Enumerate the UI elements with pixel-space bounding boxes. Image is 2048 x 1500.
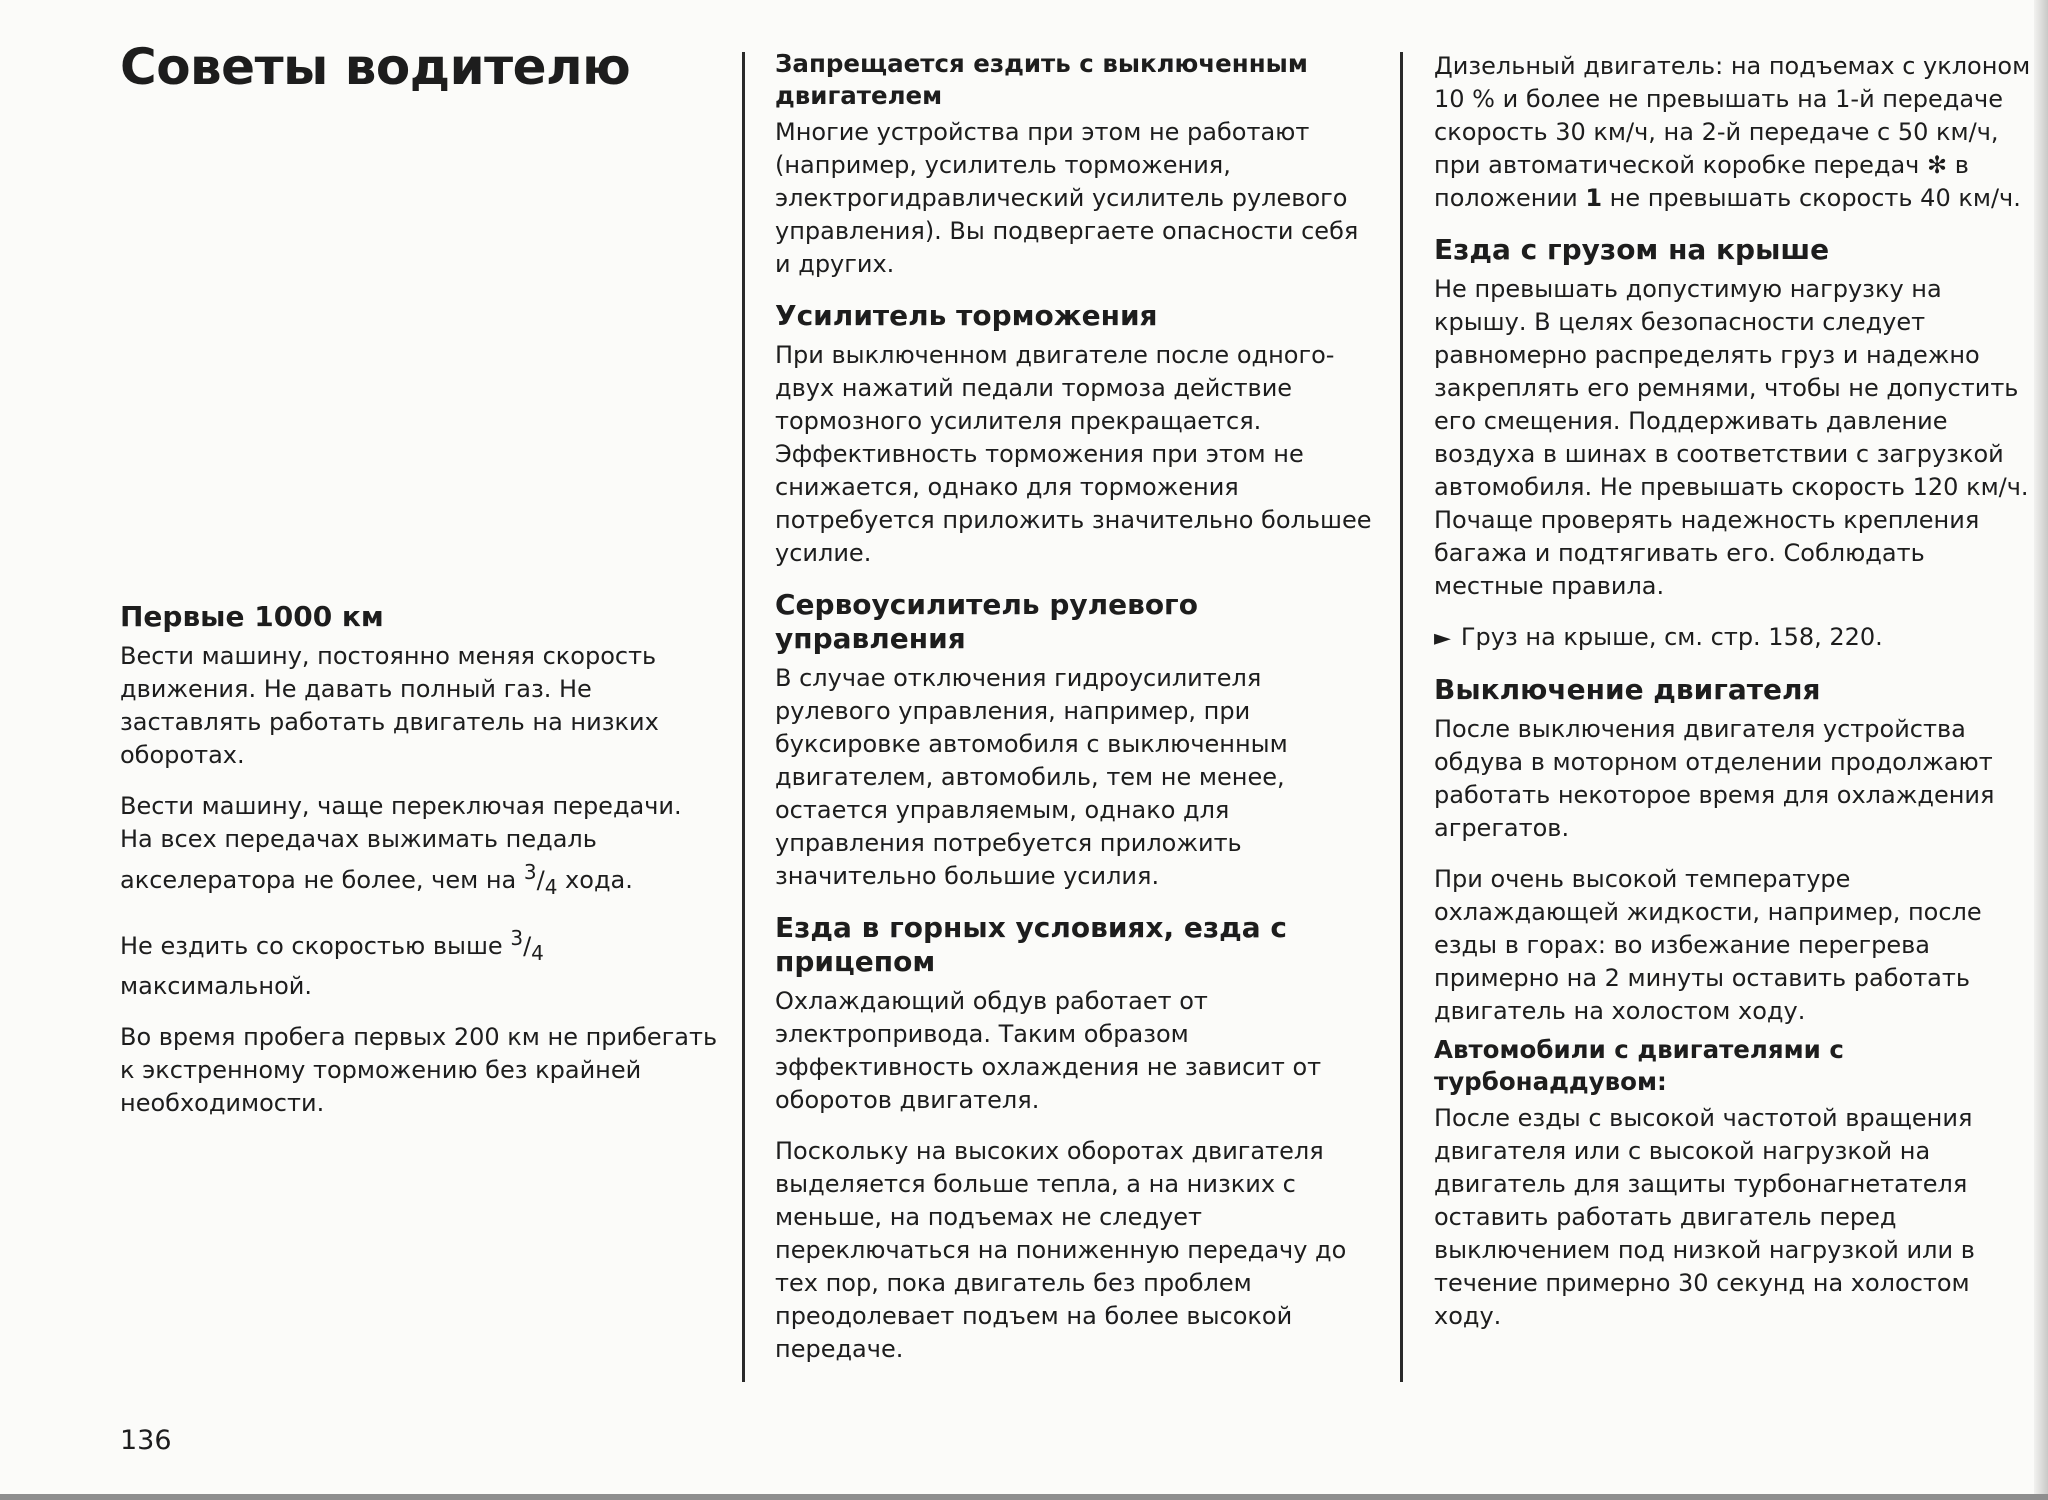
paragraph: При выключенном двигателе после одного-двух нажатий педали тормоза действие тормозного усилителя прекращается. Эффективность торможения при этом не снижается, однако для торможения потребуется приложить значительно большее усилие. [775, 341, 1372, 567]
section-heading: Езда с грузом на крыше [1434, 233, 1830, 266]
fraction-denominator: 4 [544, 874, 558, 899]
subsection-heading: Автомобили с двигателями с турбонаддувом: [1434, 1035, 1844, 1096]
paragraph: После выключения двигателя устройства обдува в моторном отделении продолжают работать некоторое время для охлаждения агрегатов. [1434, 715, 1995, 842]
page-edge-shadow [2034, 0, 2048, 1500]
section-heading: Сервоусилитель рулевого управления [775, 588, 1198, 655]
arrow-right-icon: ► [1434, 626, 1451, 651]
cross-reference-text: Груз на крыше, см. стр. 158, 220. [1460, 623, 1883, 651]
paragraph: Не превышать допустимую нагрузку на крышу. В целях безопасности следует равномерно распределять груз и надежно закреплять его ремнями, чтобы не допустить его смещения. Поддерживать давление воздуха в шинах в соответствии с загрузкой автомобиля. Не превышать скорость 120 км/ч. Почаще проверять надежность крепления багажа и подтягивать его. Соблюдать местные правила. [1434, 275, 2029, 600]
section-power-steering [775, 588, 1375, 893]
section-brake-booster [775, 299, 1375, 570]
paragraph: Вести машину, чаще переключая передачи. На всех передачах выжимать педаль акселератора не более, чем на $^3/_4$ хода. [120, 792, 682, 899]
section-heading: Езда в горных условиях, езда с прицепом [775, 911, 1287, 978]
section-engine-off [775, 48, 1375, 281]
paragraph: Вести машину, постоянно меняя скорость движения. Не давать полный газ. Не заставлять работать двигатель на низких оборотах. [120, 642, 659, 769]
section-heading: Первые 1000 км [120, 600, 384, 633]
column-right [1434, 50, 2034, 1351]
paragraph: Во время пробега первых 200 км не прибегать к экстренному торможению без крайней необходимости. [120, 1022, 718, 1117]
paragraph: Многие устройства при этом не работают (например, усилитель торможения, электрогидравлический усилитель рулевого управления). Вы подвергаете опасности себя и других. [775, 118, 1359, 278]
fraction-numerator: 3 [523, 860, 537, 884]
paragraph: Не ездить со скоростью выше $^3/_4$ максимальной. [120, 925, 544, 1000]
section-roof-load [1434, 233, 2034, 655]
section-heading: Выключение двигателя [1434, 673, 1821, 706]
paragraph-text: хода. [557, 866, 633, 894]
paragraph-text: максимальной. [120, 971, 312, 1000]
fraction-numerator: 3 [510, 925, 524, 950]
section-first-1000-km [120, 600, 720, 1138]
paragraph-text: Не ездить со скоростью выше [120, 931, 511, 960]
page-number: 136 [120, 1425, 172, 1456]
section-heading: Запрещается ездить с выключенным двигателем [775, 49, 1308, 110]
section-heading: Усилитель торможения [775, 299, 1158, 332]
paragraph: Поскольку на высоких оборотах двигателя выделяется больше тепла, а на низких с меньше, на подъемах не следует переключаться на пониженную передачу до тех пор, пока двигатель без проблем преодолевает подъем на более высокой передаче. [775, 1137, 1347, 1363]
cross-reference [1434, 621, 2034, 655]
paragraph: В случае отключения гидроусилителя рулевого управления, например, при буксировке автомобиля с выключенным двигателем, автомобиль, тем не менее, остается управляемым, однако для управления потребуется приложить значительно большие усилия. [775, 664, 1288, 890]
section-engine-shutdown [1434, 673, 2034, 1333]
page-title: Советы водителю [120, 38, 631, 96]
gear-position: 1 [1585, 184, 1603, 212]
paragraph-text: в положении [1434, 151, 1969, 212]
paragraph: Охлаждающий обдув работает от электропривода. Таким образом эффективность охлаждения не зависит от оборотов двигателя. [775, 987, 1322, 1114]
paragraph-text: не превышать скорость 40 км/ч. [1602, 184, 2021, 212]
fraction-denominator: 4 [531, 940, 544, 965]
page-bottom-edge [0, 1494, 2048, 1500]
paragraph-text: Дизельный двигатель: на подъемах с уклоном 10 % и более не превышать на 1-й передаче скорость 30 км/ч, на 2-й передаче с 50 км/ч, при автоматической коробке передач [1434, 52, 2031, 179]
column-divider [742, 52, 745, 1382]
column-divider [1400, 52, 1403, 1382]
paragraph-text: Вести машину, чаще переключая передачи. На всех передачах выжимать педаль акселератора не более, чем на [120, 792, 682, 894]
paragraph: При очень высокой температуре охлаждающей жидкости, например, после езды в горах: во избежание перегрева примерно на 2 минуты оставить работать двигатель на холостом ходу. [1434, 865, 1982, 1025]
gear-selector-icon: ✻ [1926, 151, 1948, 179]
column-middle [775, 48, 1375, 1384]
paragraph-diesel [1434, 50, 2034, 215]
section-mountain-driving [775, 911, 1375, 1366]
paragraph: После езды с высокой частотой вращения двигателя или с высокой нагрузкой на двигатель для защиты турбонагнетателя оставить работать двигатель перед выключением под низкой нагрузкой или в течение примерно 30 секунд на холостом ходу. [1434, 1104, 1975, 1330]
